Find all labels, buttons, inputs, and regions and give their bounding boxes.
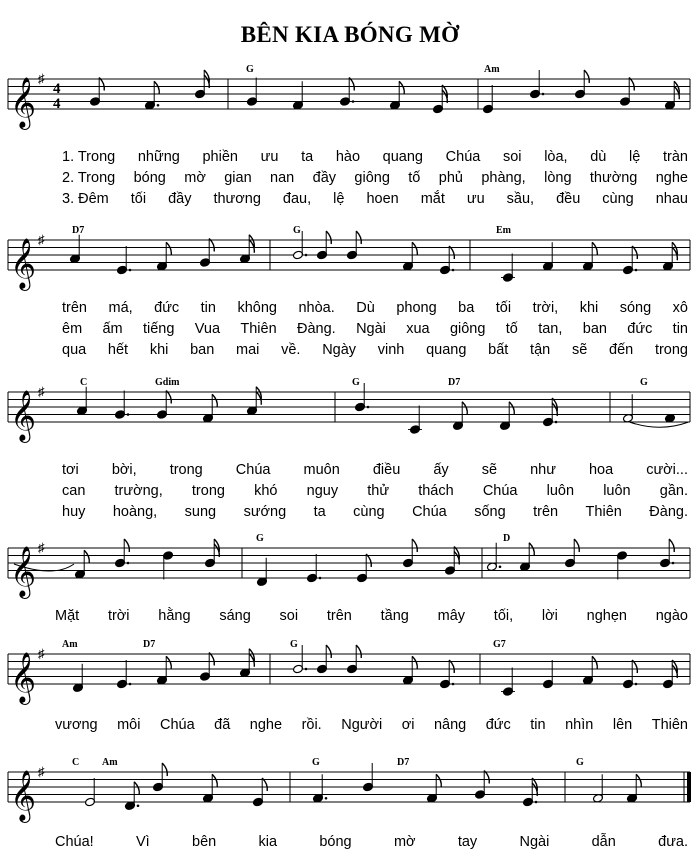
lyric-syllable: sung bbox=[184, 504, 217, 520]
lyric-syllable: môi bbox=[117, 717, 141, 733]
time-signature-top: 4 bbox=[53, 81, 61, 97]
lyric-syllable: nhìn bbox=[565, 717, 594, 733]
lyric-syllable: lệ bbox=[629, 149, 641, 165]
sharp-key-signature-icon: ♯ bbox=[38, 232, 45, 247]
lyric-syllable: phiền bbox=[202, 149, 238, 165]
note-dot bbox=[635, 269, 638, 272]
lyric-syllable: soi bbox=[502, 149, 522, 165]
note-flag bbox=[166, 391, 171, 404]
lyric-syllable: kia bbox=[258, 834, 278, 850]
note-flag bbox=[154, 81, 159, 94]
note-flag bbox=[356, 645, 361, 658]
lyric-syllable: trường, bbox=[114, 483, 163, 499]
lyric-syllable: đức bbox=[485, 717, 511, 733]
lyric-syllable: mây bbox=[437, 608, 466, 624]
lyric-syllable: sẽ bbox=[571, 342, 588, 358]
lyric-syllable: đầy bbox=[312, 170, 337, 186]
lyric-syllable: thách bbox=[418, 483, 454, 499]
time-signature-bottom: 4 bbox=[53, 96, 61, 112]
note-dot bbox=[555, 421, 558, 424]
lyric-syllable: tối, bbox=[493, 608, 514, 624]
lyric-syllable: bóng bbox=[133, 170, 166, 186]
note-dot bbox=[672, 562, 675, 565]
lyric-syllable: rồi. bbox=[301, 717, 322, 733]
note-flag bbox=[636, 774, 641, 787]
treble-clef-icon: 𝄞 bbox=[10, 391, 37, 440]
sharp-key-signature-icon: ♯ bbox=[38, 764, 45, 779]
note-flag bbox=[212, 394, 217, 407]
lyric-syllable: thương bbox=[213, 191, 261, 207]
note-dot bbox=[635, 683, 638, 686]
chord-symbol: Am bbox=[102, 757, 118, 768]
lyric-syllable: tơi bbox=[62, 462, 79, 478]
note-flag bbox=[584, 70, 589, 83]
lyric-syllable: không bbox=[237, 300, 277, 316]
lyric-syllable: tối bbox=[130, 191, 147, 207]
lyric-syllable: ấy bbox=[433, 462, 449, 478]
lyric-syllable: tin bbox=[672, 321, 688, 337]
lyric-syllable: tố bbox=[408, 170, 421, 186]
lyric-syllable: Người bbox=[341, 717, 383, 733]
lyric-syllable: bên bbox=[192, 834, 217, 850]
note-flag bbox=[412, 656, 417, 669]
note-flag bbox=[134, 782, 139, 795]
lyric-syllable: ơi bbox=[401, 717, 415, 733]
lyric-syllable: ưu bbox=[466, 191, 485, 207]
lyric-syllable: lời bbox=[541, 608, 558, 624]
lyric-syllable: Ngài bbox=[519, 834, 550, 850]
note-dot bbox=[367, 406, 370, 409]
lyric-syllable: 3. Đêm bbox=[62, 191, 109, 207]
lyric-syllable: êm bbox=[62, 321, 83, 337]
lyric-syllable: đầy bbox=[168, 191, 192, 207]
tie bbox=[630, 422, 688, 427]
lyric-syllable: Thiên bbox=[240, 321, 277, 337]
chord-symbol: G bbox=[640, 377, 648, 388]
note-flag bbox=[529, 543, 534, 556]
lyric-syllable: trời, bbox=[532, 300, 559, 316]
note-dot bbox=[352, 100, 355, 103]
note-flag bbox=[124, 539, 129, 552]
note-dot bbox=[127, 562, 130, 565]
note-flag bbox=[509, 402, 514, 415]
lyric-syllable: tin bbox=[530, 717, 546, 733]
note-dot bbox=[535, 801, 538, 804]
lyric-syllable: hào bbox=[335, 149, 361, 165]
lyric-syllable: sống bbox=[474, 504, 506, 520]
lyric-syllable: huy bbox=[62, 504, 86, 520]
lyric-syllable: ta bbox=[313, 504, 326, 520]
lyric-syllable: xô bbox=[672, 300, 688, 316]
note-flag bbox=[356, 231, 361, 244]
lyric-syllable: bời, bbox=[111, 462, 137, 478]
song-title: BÊN KIA BÓNG MỜ bbox=[240, 22, 460, 47]
lyric-syllable: Chúa! bbox=[55, 834, 94, 850]
staff-system bbox=[8, 383, 690, 443]
lyric-syllable: sáng bbox=[219, 608, 251, 624]
staff-system bbox=[8, 645, 690, 705]
lyric-syllable: muôn bbox=[303, 462, 340, 478]
note-dot bbox=[305, 668, 308, 671]
lyric-syllable: đau, bbox=[282, 191, 312, 207]
lyric-syllable: soi bbox=[279, 608, 299, 624]
chord-symbol: G bbox=[352, 377, 360, 388]
note-dot bbox=[305, 254, 308, 257]
lyric-syllable: má, bbox=[108, 300, 133, 316]
lyric-syllable: lệ bbox=[333, 191, 345, 207]
chord-symbol: G bbox=[293, 225, 301, 236]
note-flag bbox=[326, 645, 331, 658]
lyric-syllable: hoa bbox=[588, 462, 614, 478]
staff-system bbox=[8, 70, 690, 130]
lyric-syllable: quang bbox=[382, 149, 423, 165]
lyric-syllable: mờ bbox=[184, 170, 206, 186]
treble-clef-icon: 𝄞 bbox=[10, 239, 37, 288]
lyric-syllable: Chúa bbox=[412, 504, 447, 520]
lyric-syllable: trong bbox=[169, 462, 203, 478]
lyric-syllable: Chúa bbox=[235, 462, 271, 478]
sharp-key-signature-icon: ♯ bbox=[38, 71, 45, 86]
sharp-key-signature-icon: ♯ bbox=[38, 540, 45, 555]
note-flag bbox=[326, 231, 331, 244]
lyric-syllable: trong bbox=[654, 342, 688, 358]
lyric-syllable: Thiên bbox=[585, 504, 622, 520]
lyric-syllable: ban bbox=[582, 321, 607, 337]
note-dot bbox=[127, 413, 130, 416]
chord-symbol: Am bbox=[484, 64, 500, 75]
lyric-syllable: cùng bbox=[353, 504, 385, 520]
chord-symbol: C bbox=[80, 377, 88, 388]
chord-symbol: G bbox=[576, 757, 584, 768]
lyric-syllable: tiếng bbox=[142, 321, 175, 337]
lyric-syllable: đưa. bbox=[658, 834, 688, 850]
lyric-syllable: tầng bbox=[380, 608, 409, 624]
lyric-syllable: đều bbox=[556, 191, 581, 207]
lyric-syllable: Mặt bbox=[55, 608, 80, 624]
lyric-syllable: cười... bbox=[646, 462, 688, 478]
note-dot bbox=[325, 797, 328, 800]
final-barline bbox=[687, 772, 691, 802]
lyric-syllable: phủ bbox=[438, 170, 463, 186]
lyric-syllable: sầu, bbox=[506, 191, 535, 207]
lyric-syllable: xua bbox=[406, 321, 430, 337]
lyric-syllable: bất bbox=[488, 342, 509, 358]
chord-symbol: Am bbox=[62, 639, 78, 650]
lyric-syllable: vương bbox=[55, 717, 98, 733]
lyric-syllable: giông bbox=[354, 170, 390, 186]
lyric-syllable: ngào bbox=[655, 608, 688, 624]
chord-symbol: C bbox=[72, 757, 80, 768]
lyric-syllable: Đàng. bbox=[649, 504, 688, 520]
note-flag bbox=[592, 656, 597, 669]
lyric-syllable: khi bbox=[149, 342, 169, 358]
lyric-syllable: điều bbox=[372, 462, 401, 478]
lyric-syllable: sẽ bbox=[481, 462, 498, 478]
lyric-syllable: tận bbox=[530, 342, 551, 358]
lyric-syllable: lòng bbox=[544, 170, 572, 186]
lyric-syllable: Chúa bbox=[445, 149, 481, 165]
lyric-syllable: đến bbox=[609, 342, 634, 358]
chord-symbol: D bbox=[503, 533, 511, 544]
lyric-syllable: trên bbox=[326, 608, 352, 624]
lyric-syllable: tin bbox=[200, 300, 216, 316]
lyric-syllable: nghe bbox=[249, 717, 283, 733]
lyric-syllable: sóng bbox=[619, 300, 652, 316]
lyric-syllable: nâng bbox=[433, 717, 467, 733]
lyric-syllable: ta bbox=[301, 149, 314, 165]
treble-clef-icon: 𝄞 bbox=[10, 78, 37, 127]
treble-clef-icon: 𝄞 bbox=[10, 771, 37, 820]
lyric-syllable: nghe bbox=[655, 170, 688, 186]
note-flag bbox=[592, 242, 597, 255]
lyric-syllable: những bbox=[137, 149, 180, 165]
lyric-syllable: gian bbox=[224, 170, 252, 186]
note-flag bbox=[166, 656, 171, 669]
lyric-syllable: trời bbox=[107, 608, 130, 624]
lyric-syllable: dẫn bbox=[591, 834, 616, 850]
lyric-syllable: can bbox=[62, 483, 86, 499]
lyric-syllable: Ngài bbox=[356, 321, 386, 337]
lyric-syllable: nghẹn bbox=[586, 608, 627, 624]
lyric-syllable: nhau bbox=[655, 191, 688, 207]
lyric-syllable: đã bbox=[214, 717, 231, 733]
lyric-syllable: vinh bbox=[377, 342, 405, 358]
chord-symbol: D7 bbox=[72, 225, 85, 236]
lyric-syllable: cùng bbox=[602, 191, 634, 207]
lyric-syllable: Vì bbox=[136, 834, 150, 850]
lyric-syllable: tay bbox=[457, 834, 478, 850]
treble-clef-icon: 𝄞 bbox=[10, 547, 37, 596]
note-flag bbox=[574, 539, 579, 552]
sharp-key-signature-icon: ♯ bbox=[38, 646, 45, 661]
note-flag bbox=[462, 402, 467, 415]
lyric-syllable: ba bbox=[458, 300, 475, 316]
lyric-syllable: bóng bbox=[319, 834, 352, 850]
note-flag bbox=[399, 81, 404, 94]
lyric-syllable: mắt bbox=[420, 191, 445, 207]
note-dot bbox=[129, 269, 132, 272]
note-dot bbox=[137, 804, 140, 807]
lyric-syllable: đức bbox=[627, 321, 653, 337]
chord-symbol: G bbox=[256, 533, 264, 544]
lyric-syllable: ưu bbox=[260, 149, 279, 165]
lyric-syllable: Chúa bbox=[159, 717, 195, 733]
lyric-syllable: hoàng, bbox=[112, 504, 158, 520]
lyric-syllable: dù bbox=[590, 149, 607, 165]
lyric-syllable: Đàng. bbox=[297, 321, 336, 337]
lyric-syllable: tố bbox=[505, 321, 518, 337]
lyric-syllable: hằng bbox=[158, 608, 191, 624]
lyric-syllable: tan, bbox=[538, 321, 563, 337]
staff-system bbox=[8, 539, 690, 599]
lyric-syllable: Thiên bbox=[651, 717, 688, 733]
staff-system bbox=[8, 231, 690, 291]
lyric-syllable: ấm bbox=[102, 321, 123, 337]
chord-symbol: D7 bbox=[448, 377, 461, 388]
note-flag bbox=[412, 242, 417, 255]
staff-system bbox=[8, 763, 691, 823]
lyric-syllable: hoen bbox=[366, 191, 399, 207]
lyric-syllable: phong bbox=[396, 300, 437, 316]
chord-symbol: G bbox=[312, 757, 320, 768]
lyric-syllable: tối bbox=[495, 300, 512, 316]
sharp-key-signature-icon: ♯ bbox=[38, 384, 45, 399]
note-dot bbox=[157, 104, 160, 107]
lyric-syllable: mai bbox=[236, 342, 260, 358]
lyric-syllable: quang bbox=[426, 342, 467, 358]
lyric-syllable: trên bbox=[533, 504, 559, 520]
lyric-syllable: phàng, bbox=[481, 170, 526, 186]
lyric-syllable: nan bbox=[270, 170, 295, 186]
lyric-syllable: về. bbox=[281, 342, 301, 358]
lyric-syllable: luôn bbox=[546, 483, 575, 499]
lyric-syllable: hết bbox=[107, 342, 129, 358]
lyric-syllable: khó bbox=[254, 483, 278, 499]
lyric-syllable: 1. Trong bbox=[62, 149, 116, 165]
note-dot bbox=[542, 93, 545, 96]
treble-clef-icon: 𝄞 bbox=[10, 653, 37, 702]
note-flag bbox=[669, 539, 674, 552]
lyric-syllable: tràn bbox=[663, 149, 688, 165]
chord-symbol: G7 bbox=[493, 639, 506, 650]
lyric-syllable: ban bbox=[190, 342, 215, 358]
lyric-syllable: gần. bbox=[659, 483, 688, 499]
lyric-syllable: thử bbox=[367, 483, 390, 499]
lyric-syllable: giông bbox=[449, 321, 486, 337]
lyric-syllable: Vua bbox=[194, 321, 221, 337]
lyric-syllable: khi bbox=[579, 300, 599, 316]
lyric-syllable: trên bbox=[62, 300, 87, 316]
note-dot bbox=[129, 683, 132, 686]
lyric-syllable: sướng bbox=[243, 504, 287, 520]
note-flag bbox=[84, 550, 89, 563]
lyric-syllable: nguy bbox=[306, 483, 339, 499]
lyric-syllable: mờ bbox=[393, 834, 416, 850]
lyric-syllable: lên bbox=[612, 717, 633, 733]
note-dot bbox=[452, 683, 455, 686]
chord-symbol: Em bbox=[496, 225, 511, 236]
note-dot bbox=[319, 577, 322, 580]
lyric-syllable: Chúa bbox=[482, 483, 518, 499]
chord-symbol: G bbox=[246, 64, 254, 75]
lyric-syllable: luôn bbox=[603, 483, 631, 499]
note-flag bbox=[412, 539, 417, 552]
note-flag bbox=[212, 774, 217, 787]
lyric-syllable: như bbox=[530, 462, 556, 478]
note-flag bbox=[162, 763, 167, 776]
lyric-syllable: Ngày bbox=[322, 342, 357, 358]
chord-symbol: D7 bbox=[143, 639, 156, 650]
note-dot bbox=[499, 565, 502, 568]
lyric-syllable: trong bbox=[191, 483, 225, 499]
chord-symbol: G bbox=[290, 639, 298, 650]
lyric-syllable: thường bbox=[589, 170, 638, 186]
note-dot bbox=[452, 269, 455, 272]
lyric-syllable: 2. Trong bbox=[62, 170, 116, 186]
lyric-syllable: đức bbox=[154, 300, 180, 316]
note-flag bbox=[436, 774, 441, 787]
lyric-syllable: nhòa. bbox=[298, 300, 335, 316]
note-flag bbox=[166, 242, 171, 255]
chord-symbol: Gdim bbox=[155, 377, 180, 388]
chord-symbol: D7 bbox=[397, 757, 410, 768]
lyric-syllable: lòa, bbox=[544, 149, 568, 165]
lyric-syllable: Dù bbox=[356, 300, 375, 316]
lyric-syllable: qua bbox=[62, 342, 87, 358]
